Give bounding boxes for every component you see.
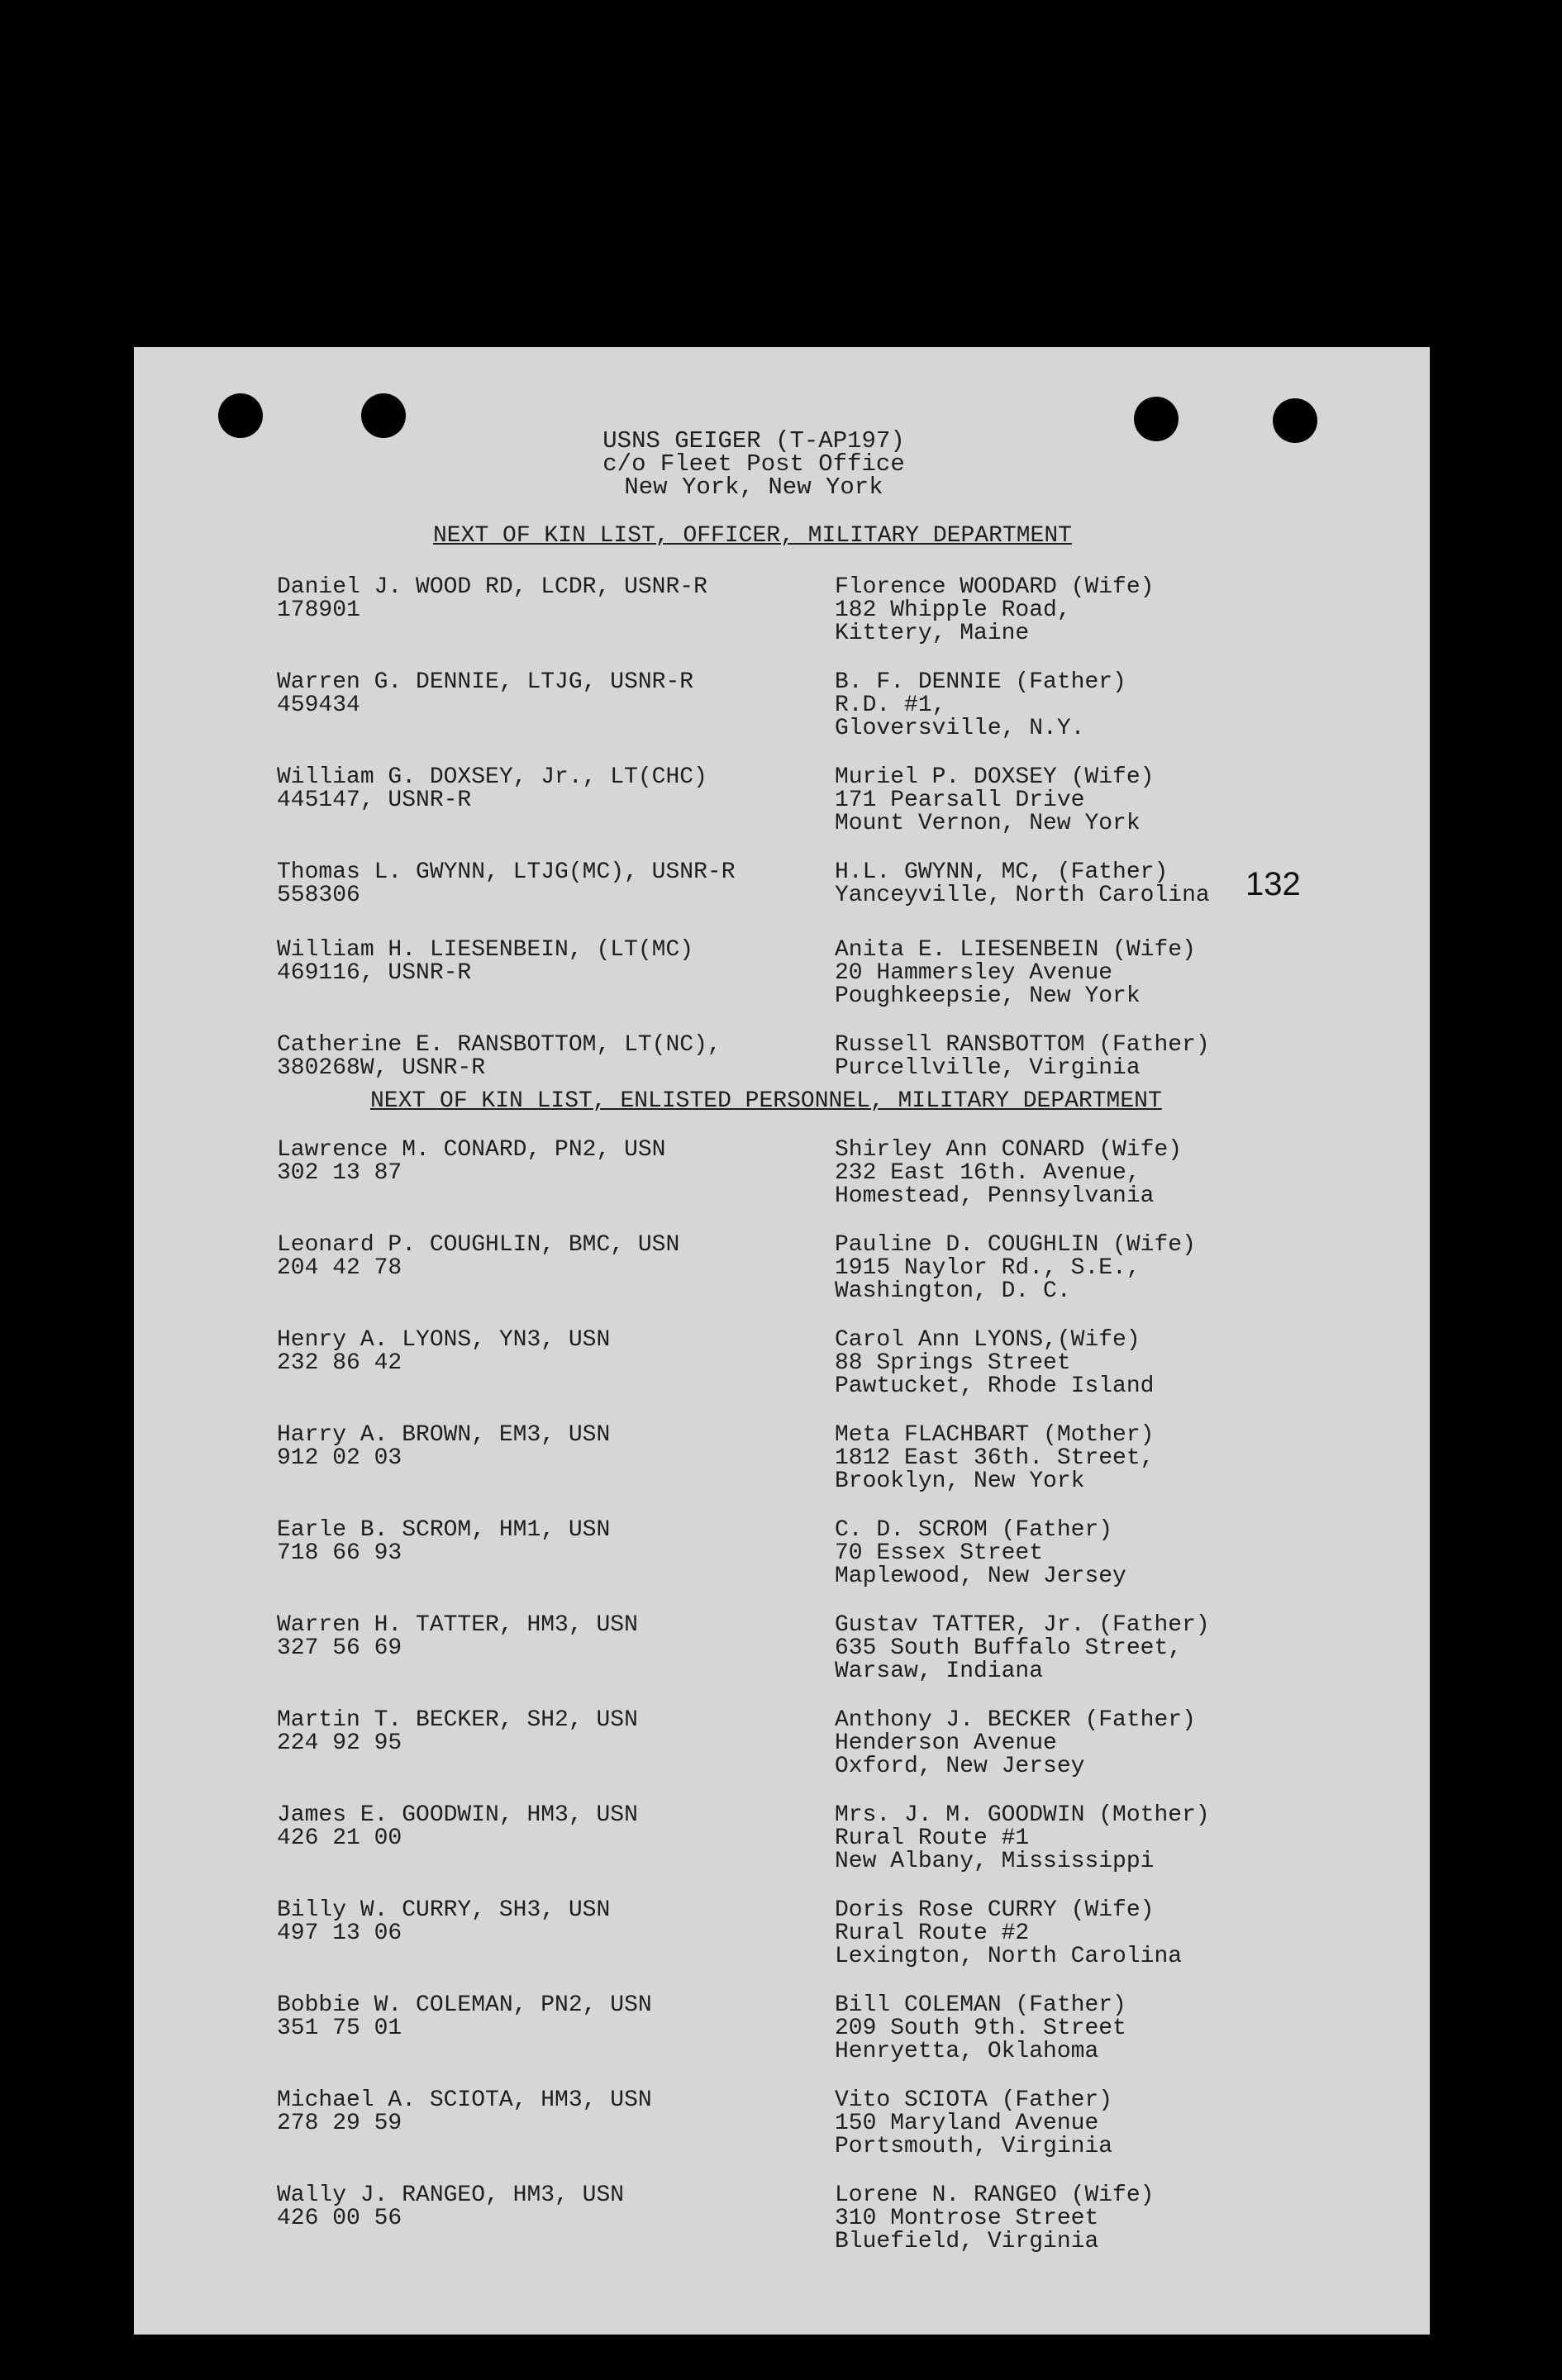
kin-address-line: 88 Springs Street: [835, 1350, 1071, 1376]
service-number: 327 56 69: [277, 1635, 402, 1661]
kin-name-relation: Pauline D. COUGHLIN (Wife): [835, 1232, 1196, 1258]
kin-name-relation: C. D. SCROM (Father): [835, 1517, 1113, 1543]
member-name-rank: Bobbie W. COLEMAN, PN2, USN: [277, 1992, 652, 2018]
member-name-rank: Michael A. SCIOTA, HM3, USN: [277, 2087, 652, 2113]
kin-name-relation: Anita E. LIESENBEIN (Wife): [835, 937, 1196, 963]
kin-address-line: Pawtucket, Rhode Island: [835, 1373, 1155, 1399]
next-of-kin: [835, 1804, 1210, 1873]
service-member: [277, 1994, 652, 2040]
service-member: [277, 1804, 638, 1850]
kin-address-line: Kittery, Maine: [835, 621, 1030, 646]
kin-name-relation: Meta FLACHBART (Mother): [835, 1422, 1155, 1448]
service-member: [277, 1899, 610, 1945]
next-of-kin: [835, 671, 1126, 740]
kin-name-relation: Shirley Ann CONARD (Wife): [835, 1137, 1183, 1163]
service-member: [277, 1519, 610, 1565]
section-title: NEXT OF KIN LIST, OFFICER, MILITARY DEPARTMENT: [433, 523, 1072, 549]
kin-address-line: New Albany, Mississippi: [835, 1849, 1155, 1874]
kin-address-line: Rural Route #2: [835, 1921, 1030, 1946]
service-member: [277, 939, 693, 985]
kin-address-line: Lexington, North Carolina: [835, 1944, 1183, 1969]
kin-name-relation: H.L. GWYNN, MC, (Father): [835, 859, 1169, 885]
service-number: 497 13 06: [277, 1921, 402, 1946]
kin-address-line: Poughkeepsie, New York: [835, 983, 1141, 1009]
kin-address-line: Mount Vernon, New York: [835, 811, 1141, 836]
service-number: 426 00 56: [277, 2206, 402, 2231]
kin-address-line: Washington, D. C.: [835, 1278, 1071, 1304]
kin-name-relation: Russell RANSBOTTOM (Father): [835, 1032, 1210, 1058]
member-name-rank: Catherine E. RANSBOTTOM, LT(NC),: [277, 1032, 721, 1058]
kin-name-relation: Mrs. J. M. GOODWIN (Mother): [835, 1802, 1210, 1828]
service-member: [277, 1424, 610, 1470]
next-of-kin: [835, 1234, 1196, 1303]
service-number: 351 75 01: [277, 2016, 402, 2041]
next-of-kin: [835, 2089, 1112, 2159]
ship-name: USNS GEIGER (T-AP197): [602, 427, 905, 455]
member-name-rank: Harry A. BROWN, EM3, USN: [277, 1422, 611, 1448]
member-name-rank: Earle B. SCROM, HM1, USN: [277, 1517, 611, 1543]
member-name-rank: Warren H. TATTER, HM3, USN: [277, 1612, 638, 1638]
member-name-rank: Leonard P. COUGHLIN, BMC, USN: [277, 1232, 680, 1258]
kin-address-line: Portsmouth, Virginia: [835, 2134, 1113, 2159]
member-name-rank: James E. GOODWIN, HM3, USN: [277, 1802, 638, 1828]
next-of-kin: [835, 2184, 1154, 2254]
kin-name-relation: Doris Rose CURRY (Wife): [835, 1897, 1155, 1923]
kin-name-relation: Florence WOODARD (Wife): [835, 574, 1155, 600]
service-member: [277, 1709, 638, 1755]
kin-address-line: Henderson Avenue: [835, 1730, 1057, 1756]
kin-address-line: 310 Montrose Street: [835, 2206, 1099, 2231]
service-member: [277, 2089, 652, 2135]
next-of-kin: [835, 1034, 1210, 1080]
next-of-kin: [835, 576, 1154, 645]
member-name-rank: William G. DOXSEY, Jr., LT(CHC): [277, 764, 707, 790]
member-name-rank: Wally J. RANGEO, HM3, USN: [277, 2182, 625, 2208]
service-member: [277, 576, 707, 622]
member-name-rank: Billy W. CURRY, SH3, USN: [277, 1897, 611, 1923]
document-page: [134, 347, 1430, 2335]
kin-address-line: 1915 Naylor Rd., S.E.,: [835, 1255, 1141, 1281]
kin-address-line: Warsaw, Indiana: [835, 1659, 1044, 1684]
service-member: [277, 1034, 721, 1080]
next-of-kin: [835, 1709, 1196, 1778]
next-of-kin: [835, 1329, 1154, 1398]
next-of-kin: [835, 1139, 1182, 1208]
service-number: 278 29 59: [277, 2111, 402, 2136]
kin-name-relation: Bill COLEMAN (Father): [835, 1992, 1126, 2018]
member-name-rank: Daniel J. WOOD RD, LCDR, USNR-R: [277, 574, 707, 600]
service-number: 459434: [277, 693, 360, 718]
service-member: [277, 1234, 679, 1280]
kin-name-relation: Vito SCIOTA (Father): [835, 2087, 1113, 2113]
service-number: 469116, USNR-R: [277, 960, 472, 986]
service-number: 558306: [277, 883, 360, 908]
kin-address-line: 171 Pearsall Drive: [835, 788, 1085, 813]
service-number: 224 92 95: [277, 1730, 402, 1756]
service-number: 302 13 87: [277, 1160, 402, 1186]
kin-address-line: Gloversville, N.Y.: [835, 716, 1085, 741]
service-number: 445147, USNR-R: [277, 788, 472, 813]
next-of-kin: [835, 766, 1154, 835]
post-office-line: c/o Fleet Post Office: [602, 450, 905, 478]
service-number: 178901: [277, 597, 360, 623]
kin-address-line: 209 South 9th. Street: [835, 2016, 1126, 2041]
service-number: 380268W, USNR-R: [277, 1055, 486, 1081]
next-of-kin: [835, 1994, 1126, 2063]
service-member: [277, 671, 693, 717]
service-member: [277, 1329, 610, 1375]
service-number: 426 21 00: [277, 1825, 402, 1851]
service-number: 912 02 03: [277, 1445, 402, 1471]
service-member: [277, 766, 707, 812]
member-name-rank: William H. LIESENBEIN, (LT(MC): [277, 937, 694, 963]
kin-address-line: 150 Maryland Avenue: [835, 2111, 1099, 2136]
service-member: [277, 1139, 665, 1185]
kin-name-relation: B. F. DENNIE (Father): [835, 669, 1126, 695]
kin-address-line: Maplewood, New Jersey: [835, 1564, 1126, 1589]
member-name-rank: Thomas L. GWYNN, LTJG(MC), USNR-R: [277, 859, 736, 885]
next-of-kin: [835, 861, 1210, 907]
kin-address-line: Oxford, New Jersey: [835, 1754, 1085, 1779]
kin-address-line: 1812 East 36th. Street,: [835, 1445, 1155, 1471]
kin-address-line: R.D. #1,: [835, 693, 946, 718]
service-number: 718 66 93: [277, 1540, 402, 1566]
kin-address-line: 232 East 16th. Avenue,: [835, 1160, 1141, 1186]
kin-name-relation: Anthony J. BECKER (Father): [835, 1707, 1196, 1733]
kin-address-line: Brooklyn, New York: [835, 1468, 1085, 1494]
service-number: 204 42 78: [277, 1255, 402, 1281]
next-of-kin: [835, 1614, 1210, 1683]
member-name-rank: Martin T. BECKER, SH2, USN: [277, 1707, 638, 1733]
member-name-rank: Warren G. DENNIE, LTJG, USNR-R: [277, 669, 694, 695]
service-member: [277, 2184, 624, 2230]
member-name-rank: Lawrence M. CONARD, PN2, USN: [277, 1137, 666, 1163]
kin-name-relation: Lorene N. RANGEO (Wife): [835, 2182, 1155, 2208]
kin-address-line: 20 Hammersley Avenue: [835, 960, 1113, 986]
member-name-rank: Henry A. LYONS, YN3, USN: [277, 1327, 611, 1353]
next-of-kin: [835, 1899, 1182, 1968]
service-member: [277, 1614, 638, 1660]
next-of-kin: [835, 939, 1196, 1008]
kin-address-line: Purcellville, Virginia: [835, 1055, 1141, 1081]
kin-address-line: Rural Route #1: [835, 1825, 1030, 1851]
kin-address-line: Homestead, Pennsylvania: [835, 1183, 1155, 1209]
kin-name-relation: Gustav TATTER, Jr. (Father): [835, 1612, 1210, 1638]
kin-address-line: 70 Essex Street: [835, 1540, 1044, 1566]
kin-name-relation: Carol Ann LYONS,(Wife): [835, 1327, 1141, 1353]
document-header: [134, 427, 1374, 501]
kin-address-line: Henryetta, Oklahoma: [835, 2039, 1099, 2064]
section-title: NEXT OF KIN LIST, ENLISTED PERSONNEL, MILITARY DEPARTMENT: [370, 1088, 1162, 1114]
next-of-kin: [835, 1519, 1126, 1588]
city-line: New York, New York: [624, 474, 883, 501]
kin-address-line: Bluefield, Virginia: [835, 2229, 1099, 2254]
service-member: [277, 861, 736, 907]
kin-name-relation: Muriel P. DOXSEY (Wife): [835, 764, 1155, 790]
kin-address-line: 635 South Buffalo Street,: [835, 1635, 1183, 1661]
kin-address-line: 182 Whipple Road,: [835, 597, 1071, 623]
page-number: 132: [1245, 866, 1301, 902]
next-of-kin: [835, 1424, 1154, 1493]
kin-address-line: Yanceyville, North Carolina: [835, 883, 1210, 908]
service-number: 232 86 42: [277, 1350, 402, 1376]
